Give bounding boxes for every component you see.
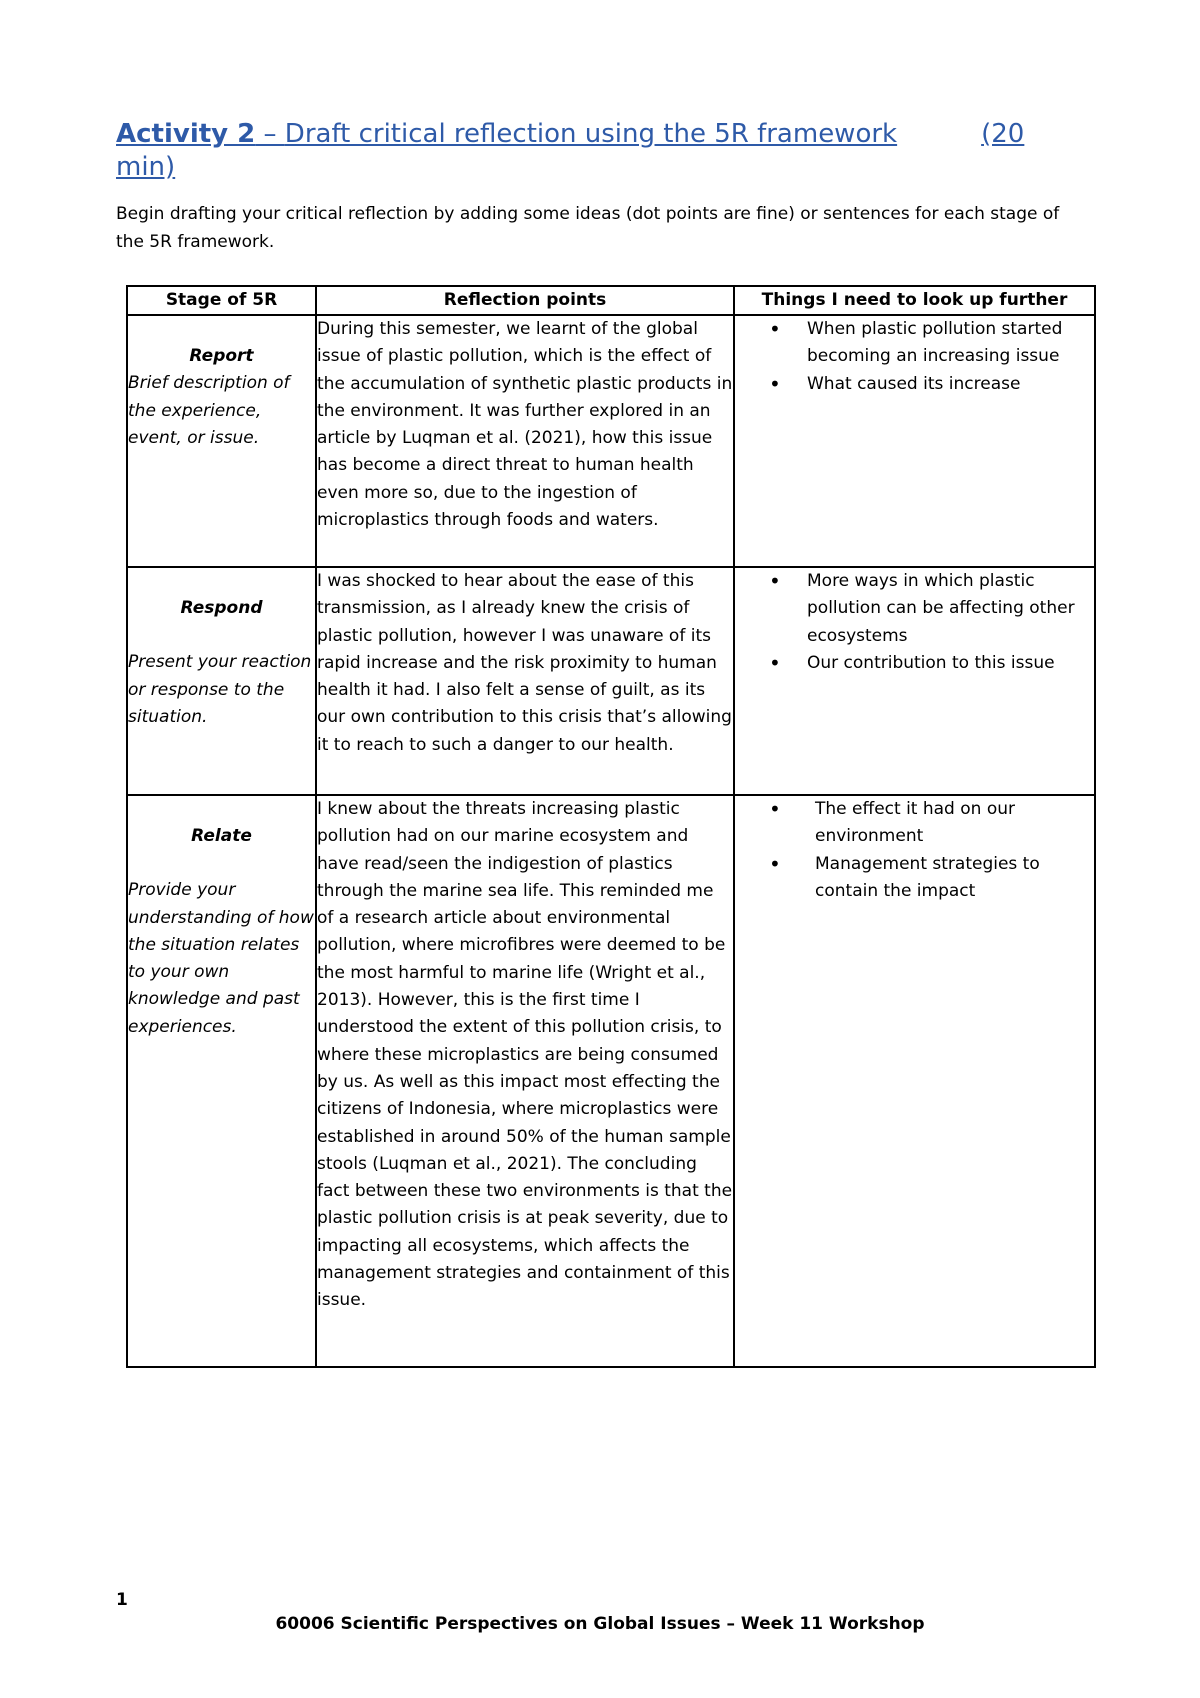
list-item: • More ways in which plastic pollution can be affecting other ecosystems (769, 568, 1094, 650)
stage-name: Relate (191, 826, 252, 846)
stage-description: Provide your understanding of how the situation relates to your own knowledge and past experiences. (128, 880, 314, 1037)
table-row-report (127, 315, 1095, 567)
reflection-points-cell: I knew about the threats increasing plastic pollution had on our marine ecosystem and have read/seen the indigestion of plastics through the marine sea life. This reminded me of a research article about environmental pollution, where microfibres were deemed to be the most harmful to marine life (Wright et al., 2013). However, this is the first time I understood the extent of this pollution crisis, to where these microplastics are being consumed by us. As well as this impact most effecting the citizens of Indonesia, where microplastics were established in around 50% of the human sample stools (Luqman et al., 2021). The concluding fact between these two environments is that the plastic pollution crisis is at peak severity, due to impacting all ecosystems, which affects the management strategies and containment of this issue. (316, 795, 734, 1367)
table-header-row (127, 286, 1095, 315)
heading-duration-b: min) (116, 152, 176, 182)
header-reflection-points: Reflection points (316, 286, 734, 315)
list-item: • What caused its increase (769, 371, 1094, 398)
stage-name: Respond (180, 598, 263, 618)
table-row-respond (127, 567, 1095, 795)
activity-heading (116, 118, 1056, 184)
stage-description: Present your reaction or response to the situation. (128, 652, 312, 727)
look-up-list (735, 568, 1094, 677)
reflection-points-cell: I was shocked to hear about the ease of this transmission, as I already knew the crisis of plastic pollution, however I was unaware of its rapid increase and the risk proximity to human health it had. I also felt a sense of guilt, as its our own contribution to this crisis that’s allowing it to reach to such a danger to our health. (316, 567, 734, 795)
look-up-cell (734, 315, 1095, 567)
header-stage: Stage of 5R (127, 286, 316, 315)
stage-cell (127, 315, 316, 567)
stage-description: Brief description of the experience, event, or issue. (128, 373, 290, 448)
look-up-list (735, 316, 1094, 398)
page-number: 1 (116, 1590, 128, 1610)
reflection-table (126, 285, 1096, 1368)
look-up-cell (734, 795, 1095, 1367)
page-footer: 60006 Scientific Perspectives on Global Issues – Week 11 Workshop (275, 1614, 925, 1634)
look-up-list (735, 796, 1094, 905)
list-item: • Our contribution to this issue (769, 650, 1094, 677)
stage-cell (127, 795, 316, 1367)
header-look-up: Things I need to look up further (734, 286, 1095, 315)
heading-dash: – (255, 119, 285, 149)
intro-paragraph: Begin drafting your critical reflection by adding some ideas (dot points are fine) or sentences for each stage of the 5R framework. (116, 204, 1060, 252)
list-item: • The effect it had on our environment (769, 796, 1094, 851)
stage-cell (127, 567, 316, 795)
activity-label: Activity 2 (116, 119, 256, 149)
heading-text: Draft critical reflection using the 5R framework (284, 119, 898, 149)
list-item: • Management strategies to contain the impact (769, 851, 1094, 906)
reflection-points-cell: During this semester, we learnt of the global issue of plastic pollution, which is the effect of the accumulation of synthetic plastic products in the environment. It was further explored in an article by Luqman et al. (2021), how this issue has become a direct threat to human health even more so, due to the ingestion of microplastics through foods and waters. (316, 315, 734, 567)
list-item: • When plastic pollution started becoming an increasing issue (769, 316, 1094, 371)
table-row-relate (127, 795, 1095, 1367)
stage-name: Report (189, 346, 254, 366)
look-up-cell (734, 567, 1095, 795)
heading-duration-a: (20 (981, 119, 1025, 149)
